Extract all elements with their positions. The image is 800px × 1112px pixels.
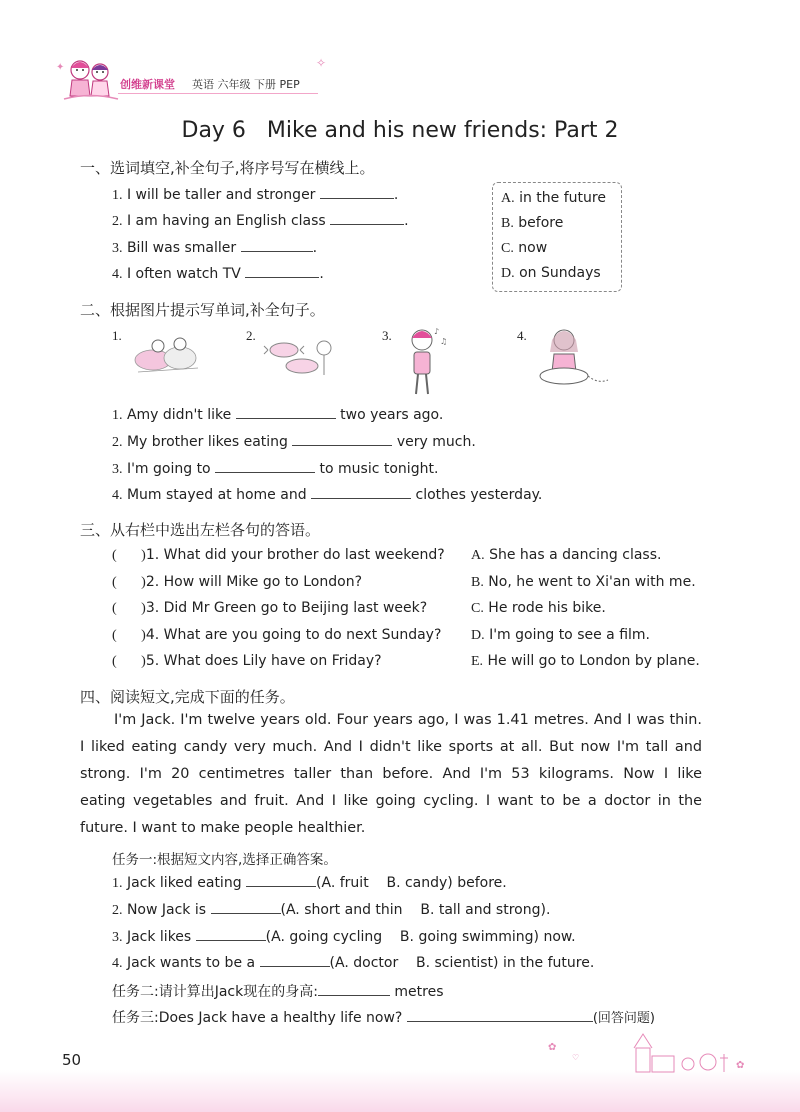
answer-blank[interactable] xyxy=(311,486,411,499)
passage-text: eating vegetables and fruit. And I like going cycling. I want to be a doctor in the xyxy=(80,793,702,809)
answer-blank[interactable] xyxy=(246,874,316,887)
item-text: I will be taller and stronger xyxy=(126,187,316,203)
answer-blank[interactable] xyxy=(196,928,266,941)
header-divider xyxy=(118,93,318,94)
answer-blank[interactable] xyxy=(211,901,281,914)
answer-blank[interactable] xyxy=(292,433,392,446)
svg-text:♪: ♪ xyxy=(434,327,440,336)
task1-item-1 xyxy=(112,874,507,892)
item-number: 3. xyxy=(145,600,160,616)
answer-text: He rode his bike. xyxy=(488,600,606,616)
sparkle-icon: ✧ xyxy=(316,56,327,70)
passage-text: strong. I'm 20 centimetres taller than before. And I'm 53 kilograms. Now I like xyxy=(80,766,702,782)
item-number: 2. xyxy=(112,435,123,450)
instruction-note: (回答问题) xyxy=(592,1011,655,1026)
task3 xyxy=(112,1007,655,1027)
answer-blank[interactable] xyxy=(260,954,330,967)
item-number: 4. xyxy=(145,627,160,643)
answer-blank[interactable] xyxy=(245,265,319,278)
option-d xyxy=(501,265,601,282)
passage xyxy=(80,707,702,842)
s2-item-2 xyxy=(112,433,476,451)
item-text: I often watch TV xyxy=(126,266,241,282)
svg-text:♡: ♡ xyxy=(572,1053,580,1062)
answer-text: I'm going to see a film. xyxy=(489,627,650,643)
item-text: Amy didn't like xyxy=(126,407,232,423)
brand-name: 创维新课堂 xyxy=(120,78,175,91)
page-number: 50 xyxy=(62,1051,82,1069)
question-text: How will Mike go to London? xyxy=(163,574,362,590)
picture-number: 3. xyxy=(382,328,392,343)
choice-text: (A. fruit B. candy) xyxy=(316,875,453,891)
passage-text: future. I want to make people healthier. xyxy=(80,820,366,836)
item-number: 3. xyxy=(112,462,123,477)
passage-text: I liked eating candy very much. And I didn't like sports at all. But now I'm tall and xyxy=(80,739,702,755)
section2-heading: 二、根据图片提示写单词,补全句子。 xyxy=(80,301,325,319)
s3-answer-a xyxy=(471,547,661,564)
option-key: B. xyxy=(471,575,484,590)
item-text: Now Jack is xyxy=(126,902,207,918)
choice-text: (A. doctor B. scientist) xyxy=(329,955,499,971)
item-text: I'm going to xyxy=(126,461,211,477)
section3-heading: 三、从右栏中选出左栏各句的答语。 xyxy=(80,521,321,539)
task1-item-2 xyxy=(112,901,550,919)
choice-text: (A. going cycling B. going swimming) xyxy=(265,929,540,945)
passage-line xyxy=(80,707,702,734)
answer-blank[interactable] xyxy=(318,983,390,996)
s3-question-5 xyxy=(112,653,382,670)
item-number: 3. xyxy=(112,930,123,945)
picture-number: 1. xyxy=(112,328,122,343)
item-text: Mum stayed at home and xyxy=(126,487,307,503)
answer-blank[interactable] xyxy=(215,460,315,473)
item-text-after: to music tonight. xyxy=(319,461,439,477)
option-key: C. xyxy=(471,601,484,616)
item-number: 2. xyxy=(112,214,123,229)
picture-number: 4. xyxy=(517,328,527,343)
passage-text: I'm Jack. I'm twelve years old. Four years ago, I was 1.41 metres. And I was thin. xyxy=(114,712,702,728)
task1-label: 任务一:根据短文内容,选择正确答案。 xyxy=(112,852,337,868)
s1-item-2 xyxy=(112,212,409,230)
s1-item-4 xyxy=(112,265,324,283)
option-key: D. xyxy=(471,628,485,643)
question-text: What did your brother do last weekend? xyxy=(163,547,445,563)
option-key: C. xyxy=(501,241,514,256)
option-key: E. xyxy=(471,654,484,669)
item-number: 4. xyxy=(112,267,123,282)
item-number: 2. xyxy=(112,903,123,918)
answer-text: He will go to London by plane. xyxy=(487,653,700,669)
answer-blank[interactable] xyxy=(330,212,404,225)
item-text-after: in the future. xyxy=(502,955,595,971)
s2-item-1 xyxy=(112,406,443,424)
svg-text:✿: ✿ xyxy=(736,1060,745,1071)
s3-answer-e xyxy=(471,653,700,670)
svg-text:✿: ✿ xyxy=(548,1042,557,1053)
item-end: . xyxy=(393,187,399,203)
sports-kids-picture-icon xyxy=(128,330,208,380)
listening-music-girl-picture-icon xyxy=(400,324,450,400)
section1-heading: 一、选词填空,补全句子,将序号写在横线上。 xyxy=(80,159,375,177)
question-text: What does Lily have on Friday? xyxy=(163,653,382,669)
option-key: B. xyxy=(501,216,514,231)
option-key: D. xyxy=(501,266,515,281)
task1-item-4 xyxy=(112,954,594,972)
option-key: A. xyxy=(471,548,485,563)
option-text: before xyxy=(518,215,564,231)
castle-decoration-icon xyxy=(548,1030,768,1074)
sparkle-icon: ✦ xyxy=(56,62,65,73)
unit-text: metres xyxy=(394,984,444,1000)
item-text-after: . xyxy=(545,902,551,918)
answer-blank[interactable] xyxy=(407,1009,593,1022)
washing-clothes-picture-icon xyxy=(532,324,612,390)
answer-text: She has a dancing class. xyxy=(489,547,662,563)
task2 xyxy=(112,981,444,1001)
item-text: Jack wants to be a xyxy=(126,955,256,971)
item-number: 5. xyxy=(145,653,160,669)
cartoon-kids-logo-icon xyxy=(60,52,122,102)
task2-label: 任务二:请计算出Jack现在的身高: xyxy=(112,984,318,1000)
task3-label: 任务三:Does Jack have a healthy life now? xyxy=(112,1010,403,1026)
s3-answer-c xyxy=(471,600,606,617)
answer-text: No, he went to Xi'an with me. xyxy=(488,574,696,590)
item-number: 1. xyxy=(112,876,123,891)
option-c xyxy=(501,240,547,257)
s3-question-2 xyxy=(112,574,362,591)
item-text-after: clothes yesterday. xyxy=(415,487,543,503)
option-text: on Sundays xyxy=(519,265,601,281)
book-meta: 英语 六年级 下册 PEP xyxy=(192,78,300,91)
s1-item-3 xyxy=(112,239,317,257)
question-text: Did Mr Green go to Beijing last week? xyxy=(163,600,428,616)
answer-parenthesis[interactable]: ( ) xyxy=(112,628,146,643)
item-number: 1. xyxy=(112,408,123,423)
answer-blank[interactable] xyxy=(320,186,394,199)
passage-line xyxy=(80,815,702,842)
item-end: . xyxy=(404,213,409,229)
answer-blank[interactable] xyxy=(241,239,313,252)
item-text-after: now. xyxy=(543,929,576,945)
task1-item-3 xyxy=(112,928,576,946)
item-number: 4. xyxy=(112,956,123,971)
item-number: 4. xyxy=(112,488,123,503)
s2-item-4 xyxy=(112,486,542,504)
item-text-after: before. xyxy=(457,875,507,891)
item-end: . xyxy=(319,266,324,282)
s3-question-3 xyxy=(112,600,427,617)
picture-number: 2. xyxy=(246,328,256,343)
item-text-after: two years ago. xyxy=(340,407,444,423)
answer-parenthesis[interactable]: ( ) xyxy=(112,601,146,616)
item-end: . xyxy=(312,240,318,256)
s3-question-4 xyxy=(112,627,441,644)
item-number: 1. xyxy=(145,547,160,563)
s3-answer-b xyxy=(471,574,696,591)
question-text: What are you going to do next Sunday? xyxy=(163,627,442,643)
option-text: in the future xyxy=(519,190,606,206)
word-options-box xyxy=(492,182,622,292)
answer-blank[interactable] xyxy=(236,406,336,419)
option-key: A. xyxy=(501,191,515,206)
item-text: My brother likes eating xyxy=(126,434,288,450)
s1-item-1 xyxy=(112,186,398,204)
item-number: 2. xyxy=(145,574,160,590)
item-number: 1. xyxy=(112,188,123,203)
item-number: 3. xyxy=(112,241,123,256)
svg-text:♫: ♫ xyxy=(440,337,448,346)
s2-item-3 xyxy=(112,460,438,478)
candy-picture-icon xyxy=(262,330,342,380)
s3-question-1 xyxy=(112,547,445,564)
s3-answer-d xyxy=(471,627,650,644)
item-text-after: very much. xyxy=(396,434,476,450)
passage-line xyxy=(80,788,702,815)
page-title: Day 6 Mike and his new friends: Part 2 xyxy=(181,118,619,143)
option-text: now xyxy=(518,240,548,256)
answer-parenthesis[interactable]: ( ) xyxy=(112,575,146,590)
passage-line xyxy=(80,761,702,788)
section4-heading: 四、阅读短文,完成下面的任务。 xyxy=(80,688,295,706)
item-text: I am having an English class xyxy=(126,213,326,229)
passage-line xyxy=(80,734,702,761)
item-text: Bill was smaller xyxy=(126,240,237,256)
footer-band xyxy=(0,1070,800,1112)
answer-parenthesis[interactable]: ( ) xyxy=(112,654,146,669)
option-a xyxy=(501,190,606,207)
item-text: Jack likes xyxy=(126,929,192,945)
item-text: Jack liked eating xyxy=(126,875,242,891)
answer-parenthesis[interactable]: ( ) xyxy=(112,548,146,563)
choice-text: (A. short and thin B. tall and strong) xyxy=(280,902,546,918)
option-b xyxy=(501,215,563,232)
